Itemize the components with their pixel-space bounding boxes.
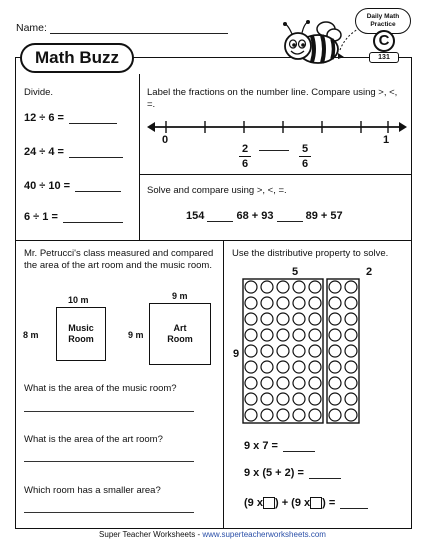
array-dot <box>329 409 341 421</box>
array-dot <box>309 313 321 325</box>
array-dot <box>345 281 357 293</box>
music-room-label: Music Room <box>68 323 94 344</box>
footer-url[interactable]: www.superteacherworksheets.com <box>202 530 326 539</box>
divider-vertical-top <box>139 74 140 240</box>
array-dot <box>309 345 321 357</box>
badge-number: 131 <box>369 52 399 63</box>
array-dot <box>293 329 305 341</box>
array-dot <box>309 393 321 405</box>
array-dot <box>261 345 273 357</box>
array-dot <box>293 297 305 309</box>
array-dot <box>329 393 341 405</box>
array-dot <box>293 281 305 293</box>
compare-blank-1[interactable] <box>207 221 233 222</box>
array-dot <box>261 393 273 405</box>
badge-line2: Practice <box>370 21 396 28</box>
array-dot <box>261 409 273 421</box>
array-dot <box>245 281 257 293</box>
array-dot <box>277 329 289 341</box>
array-dot <box>277 345 289 357</box>
music-height-label: 8 m <box>23 330 39 340</box>
answer-blank[interactable] <box>69 157 123 158</box>
array-dot <box>329 345 341 357</box>
array-dot <box>345 297 357 309</box>
array-dot <box>261 329 273 341</box>
distributive-instruction: Use the distributive property to solve. <box>232 248 389 259</box>
name-label: Name: <box>16 22 47 34</box>
array-dot <box>293 409 305 421</box>
answer-line-art[interactable] <box>24 461 194 462</box>
footer-brand: Super Teacher Worksheets - <box>99 530 203 539</box>
array-dot <box>345 329 357 341</box>
array-dot <box>245 377 257 389</box>
grid-label-2: 2 <box>366 266 373 278</box>
distributive-eq-1: 9 x 7 = <box>244 440 315 452</box>
array-dot <box>329 377 341 389</box>
divide-problem-2: 24 ÷ 4 = <box>24 146 123 158</box>
divide-problem-3: 40 ÷ 10 = <box>24 180 121 192</box>
distributive-eq-2: 9 x (5 + 2) = <box>244 467 341 479</box>
array-dot <box>277 297 289 309</box>
question-art-area: What is the area of the art room? <box>24 434 163 445</box>
name-field[interactable] <box>50 33 228 34</box>
array-dot <box>345 409 357 421</box>
array-dot <box>329 297 341 309</box>
answer-blank[interactable] <box>69 123 117 124</box>
grid-label-5: 5 <box>292 266 299 278</box>
grid-left-section <box>243 279 323 423</box>
divider-horizontal-middle <box>15 240 412 241</box>
compare-blank-fractions[interactable] <box>259 150 289 151</box>
distributive-eq-3: (9 x ) + (9 x ) = <box>244 497 368 509</box>
compare-blank-2[interactable] <box>277 221 303 222</box>
answer-blank[interactable] <box>75 191 121 192</box>
array-dot <box>293 313 305 325</box>
array-dot <box>245 393 257 405</box>
grid-label-9: 9 <box>233 348 240 360</box>
answer-blank[interactable] <box>309 478 341 479</box>
divider-vertical-bottom <box>223 240 224 529</box>
footer <box>0 530 425 539</box>
answer-line-music[interactable] <box>24 411 194 412</box>
array-dot <box>345 345 357 357</box>
answer-blank[interactable] <box>283 451 315 452</box>
array-dot <box>329 361 341 373</box>
array-dot <box>277 377 289 389</box>
array-dot <box>245 313 257 325</box>
array-dot <box>261 313 273 325</box>
array-dot <box>277 393 289 405</box>
array-dot <box>293 377 305 389</box>
divider-horizontal-right <box>139 174 412 175</box>
array-dot <box>329 313 341 325</box>
array-dot <box>277 313 289 325</box>
compare-expression: 154 68 + 93 89 + 57 <box>186 210 343 222</box>
art-height-label: 9 m <box>128 330 144 340</box>
array-dot <box>345 313 357 325</box>
art-width-label: 9 m <box>172 291 188 301</box>
array-dot <box>309 409 321 421</box>
divide-heading: Divide. <box>24 87 54 98</box>
question-music-area: What is the area of the music room? <box>24 383 177 394</box>
divide-problem-4: 6 ÷ 1 = <box>24 211 123 223</box>
array-dot <box>329 329 341 341</box>
array-dot <box>261 281 273 293</box>
array-dot <box>245 329 257 341</box>
divide-problem-1: 12 ÷ 6 = <box>24 112 117 124</box>
number-line <box>147 117 407 139</box>
bee-icon <box>282 17 344 69</box>
answer-box-1[interactable] <box>263 497 275 509</box>
array-dot <box>261 361 273 373</box>
answer-line-smaller[interactable] <box>24 512 194 513</box>
answer-blank[interactable] <box>63 222 123 223</box>
array-dot <box>277 361 289 373</box>
array-dot <box>345 377 357 389</box>
question-smaller-area: Which room has a smaller area? <box>24 485 161 496</box>
array-dot <box>293 393 305 405</box>
array-dot <box>245 345 257 357</box>
art-room-label: Art Room <box>167 323 193 344</box>
array-dot <box>309 329 321 341</box>
grid-right-section <box>327 279 359 423</box>
array-dot <box>293 345 305 357</box>
array-dot <box>345 393 357 405</box>
array-dot <box>261 377 273 389</box>
area-description: Mr. Petrucci's class measured and compared the area of the art room and the music room. <box>24 248 214 271</box>
array-dot <box>309 297 321 309</box>
array-dot <box>277 281 289 293</box>
array-dot <box>293 361 305 373</box>
array-dot <box>309 281 321 293</box>
array-dot <box>245 297 257 309</box>
music-width-label: 10 m <box>68 295 89 305</box>
array-dot <box>309 377 321 389</box>
array-dot <box>309 361 321 373</box>
fraction-5-6: 5 6 <box>299 143 311 170</box>
array-dot <box>329 281 341 293</box>
page-title: Math Buzz <box>20 43 134 73</box>
answer-blank[interactable] <box>340 508 368 509</box>
badge-letter: C <box>373 30 395 52</box>
badge-line1: Daily Math <box>366 13 400 20</box>
array-dot <box>245 361 257 373</box>
array-grid <box>242 278 384 426</box>
number-line-instruction: Label the fractions on the number line. Compare using >, <, =. <box>147 87 398 110</box>
array-dot <box>277 409 289 421</box>
array-dot <box>261 297 273 309</box>
answer-box-2[interactable] <box>310 497 322 509</box>
array-dot <box>245 409 257 421</box>
compare-instruction: Solve and compare using >, <, =. <box>147 185 287 196</box>
number-line-start: 0 <box>162 134 169 146</box>
array-dot <box>345 361 357 373</box>
number-line-end: 1 <box>383 134 390 146</box>
fraction-2-6: 2 6 <box>239 143 251 170</box>
